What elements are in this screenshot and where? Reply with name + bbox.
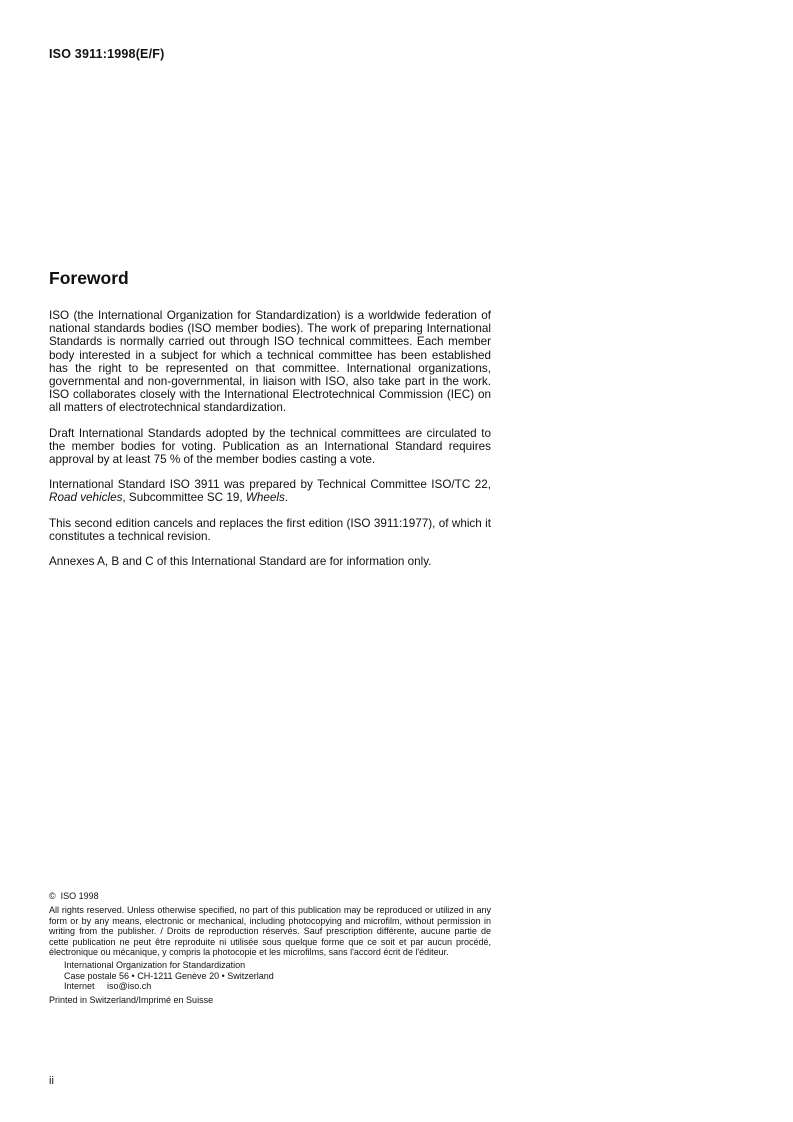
foreword-paragraph: Draft International Standards adopted by the technical committees are circulated to the member bodies for voting. Publication as an International Standard requires approval by at least 75 % of the member bodies casting a vote.: [49, 426, 491, 467]
printed-in: Printed in Switzerland/Imprimé en Suisse: [49, 994, 214, 1005]
organization-name: International Organization for Standardization: [64, 960, 246, 971]
copyright-symbol: ©: [49, 891, 56, 901]
edition-note: This second edition cancels and replaces the first edition (ISO 3911:1977), of which it constitutes a technical revision.: [49, 516, 491, 543]
copyright-year: ISO 1998: [60, 891, 99, 901]
subcommittee-name: Wheels: [245, 491, 285, 505]
publisher-address: [49, 960, 491, 991]
foreword-title: Foreword: [49, 268, 129, 288]
copyright-block: [49, 891, 491, 1005]
rights-statement: All rights reserved. Unless otherwise specified, no part of this publication may be reproduced or utilized in any form or by any means, electronic or mechanical, including photocopying and microfilm, without permission in writing from the publisher. / Droits de reproduction réservés. Sauf prescription différente, aucune partie de cette publication ne peut être reproduite ni utilisée sous quelque forme que ce soit et par aucun procédé, électronique ou mécanique, y compris la photocopie et les microfilms, sans l'accord écrit de l'éditeur.: [49, 905, 491, 958]
copyright-line: [49, 891, 491, 901]
postal-address: Case postale 56 • CH-1211 Genève 20 • Switzerland: [64, 970, 274, 981]
prepared-by-paragraph: [49, 478, 491, 504]
annexes-note: Annexes A, B and C of this International Standard are for information only.: [49, 555, 432, 569]
internet-email: iso@iso.ch: [107, 981, 152, 992]
prepared-by-end: .: [284, 491, 289, 505]
internet-line: [64, 981, 491, 991]
foreword-body: [49, 309, 491, 580]
committee-name: Road vehicles: [49, 491, 123, 505]
internet-label: Internet: [64, 981, 95, 992]
prepared-by-intro: International Standard ISO 3911 was prepared by Technical Committee ISO/TC 22,: [49, 478, 491, 492]
document-id: ISO 3911:1998(E/F): [49, 47, 165, 61]
page-number: ii: [49, 1075, 54, 1087]
prepared-by-mid: , Subcommittee SC 19,: [122, 491, 246, 505]
foreword-paragraph: ISO (the International Organization for Standardization) is a worldwide federation of national standards bodies (ISO member bodies). The work of preparing International Standards is normally carried out through ISO technical committees. Each member body interested in a subject for which a technical committee has been established has the right to be represented on that committee. International organizations, governmental and non-governmental, in liaison with ISO, also take part in the work. ISO collaborates closely with the International Electrotechnical Commission (IEC) on all matters of electrotechnical standardization.: [49, 309, 491, 415]
